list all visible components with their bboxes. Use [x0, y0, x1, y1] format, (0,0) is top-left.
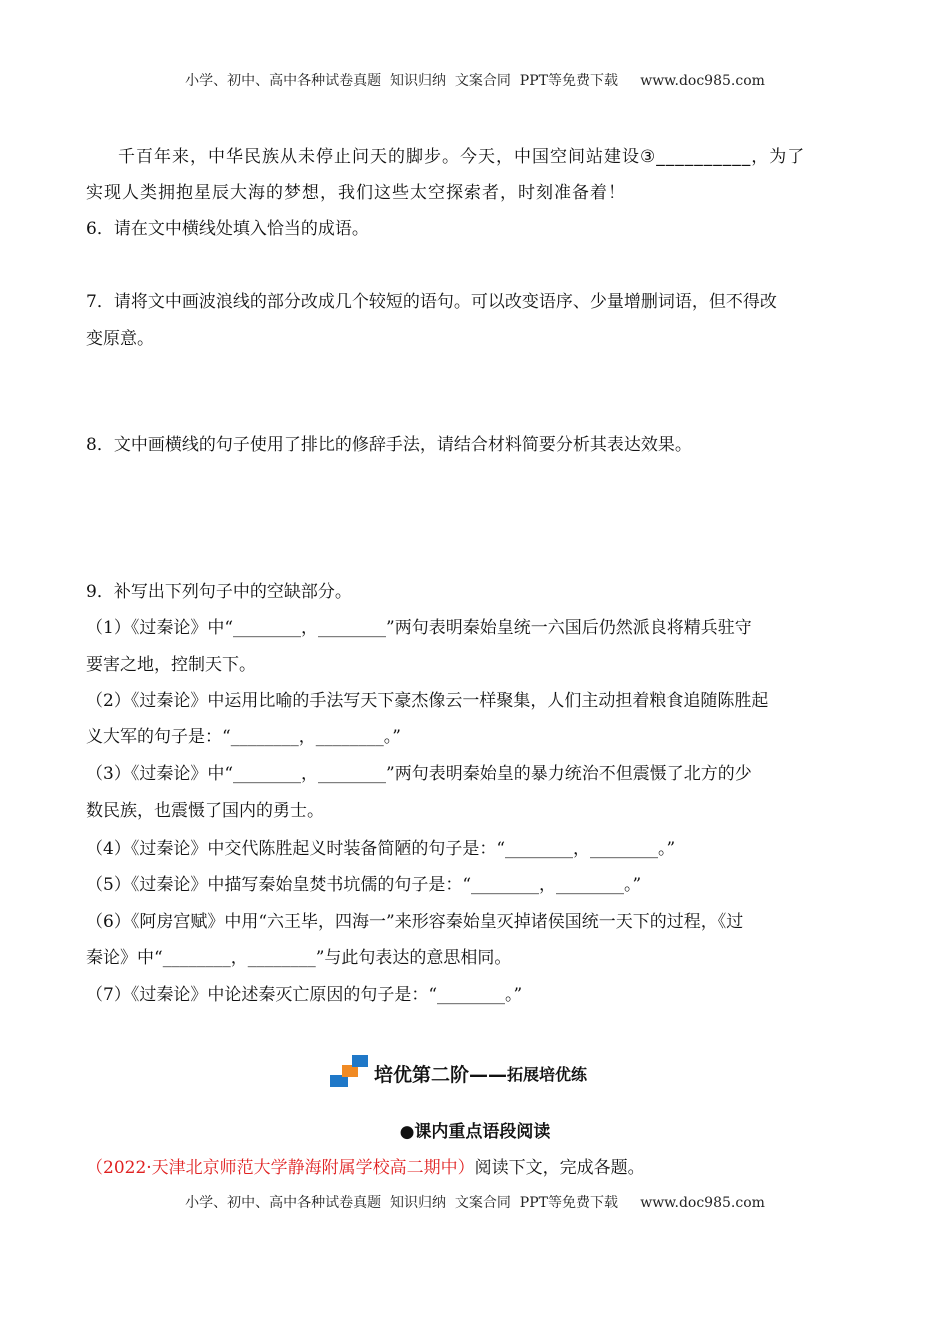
source-line: [86, 1153, 645, 1178]
question-9-6-line-2: 秦论》中“________，________”与此句表达的意思相同。: [86, 948, 512, 968]
subsection-title: ●课内重点语段阅读: [399, 1122, 551, 1142]
page-header: 小学、初中、高中各种试卷真题 知识归纳 文案合同 PPT等免费下载 www.doc985.com: [185, 73, 765, 89]
question-9-7: （7）《过秦论》中论述秦灭亡原因的句子是：“________。”: [86, 985, 523, 1005]
page-footer: 小学、初中、高中各种试卷真题 知识归纳 文案合同 PPT等免费下载 www.doc985.com: [185, 1195, 765, 1211]
passage-line-2: 实现人类拥抱星辰大海的梦想，我们这些太空探索者，时刻准备着！: [86, 183, 626, 203]
question-9-3-line-1: （3）《过秦论》中“________，________”两句表明秦始皇的暴力统治不但震慑了北方的少: [86, 764, 752, 784]
question-9-2-line-2: 义大军的句子是：“________，________。”: [86, 727, 401, 747]
source-label: （2022·天津北京师范大学静海附属学校高二期中）: [86, 1158, 475, 1178]
question-9-6-line-1: （6）《阿房宫赋》中用“六王毕，四海一”来形容秦始皇灭掉诸侯国统一天下的过程，《过: [86, 912, 744, 932]
question-9-2-line-1: （2）《过秦论》中运用比喻的手法写天下豪杰像云一样聚集，人们主动担着粮食追随陈胜起: [86, 691, 769, 711]
question-7-line-2: 变原意。: [86, 329, 154, 349]
question-9-1-line-2: 要害之地，控制天下。: [86, 655, 256, 675]
question-7-line-1: 7．请将文中画波浪线的部分改成几个较短的语句。可以改变语序、少量增删词语，但不得改: [86, 292, 777, 312]
question-8: 8．文中画横线的句子使用了排比的修辞手法，请结合材料简要分析其表达效果。: [86, 435, 692, 455]
section-heading: [330, 1053, 587, 1089]
question-9-4: （4）《过秦论》中交代陈胜起义时装备简陋的句子是：“________，________。”: [86, 839, 676, 859]
stairs-icon: [330, 1055, 368, 1089]
question-9-5: （5）《过秦论》中描写秦始皇焚书坑儒的句子是：“________，________。”: [86, 875, 642, 895]
passage-line-1: 千百年来，中华民族从未停止问天的脚步。今天，中国空间站建设③__________，为了: [118, 147, 806, 167]
question-9-3-line-2: 数民族，也震慑了国内的勇士。: [86, 801, 324, 821]
source-instruction: 阅读下文，完成各题。: [474, 1158, 645, 1178]
question-9: 9．补写出下列句子中的空缺部分。: [86, 582, 352, 602]
question-9-1-line-1: （1）《过秦论》中“________，________”两句表明秦始皇统一六国后仍然派良将精兵驻守: [86, 618, 752, 638]
section-heading-main: 培优第二阶——: [374, 1064, 508, 1086]
section-heading-sub: 拓展培优练: [507, 1065, 588, 1084]
question-6: 6．请在文中横线处填入恰当的成语。: [86, 219, 369, 239]
